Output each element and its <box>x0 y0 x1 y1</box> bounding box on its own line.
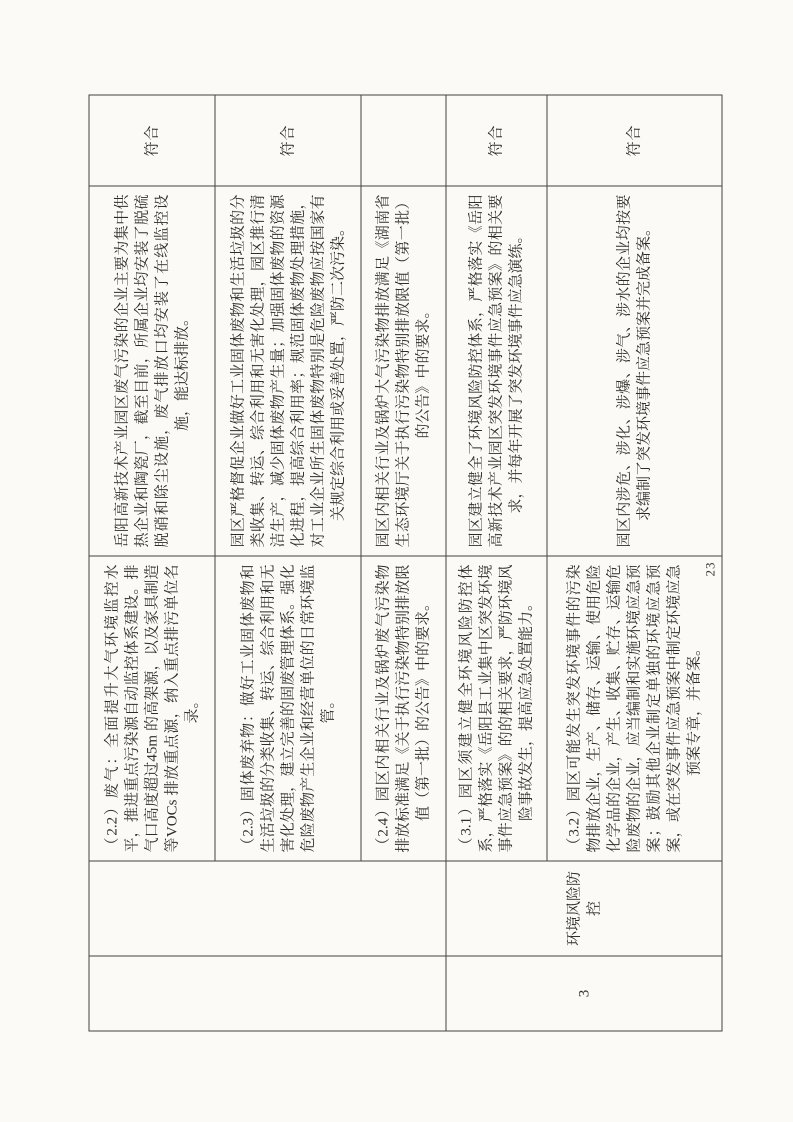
compliance-cell: 符合 <box>215 95 361 186</box>
compliance-review-table <box>88 94 722 1031</box>
requirement-cell: （3.1）园区须建立健全环境风险防控体系，严格落实《岳阳县工业集中区突发环境事件应急预案》的的相关要求，严防环境风险事故发生，提高应急处置能力。 <box>446 556 547 861</box>
requirement-cell: （3.2）园区可能发生突发环境事件的污染物排放企业，生产、储存、运输、使用危险化学品的企业，产生、收集、贮存、运输危险废物的企业，应当编制和实施环境应急预案；鼓励其他企业制定单独的环境应急预案，或在突发事件应急预案中制定环境应急预案专章，并备案。 <box>547 556 722 861</box>
serial-number-cell-empty <box>89 956 446 1031</box>
actual-situation-cell: 园区严格督促企业做好工业固体废物和生活垃圾的分类收集、转运、综合利用和无害化处理，园区推行清洁生产，减少固体废物产生量；加强固体废物的资源化进程，提高综合利用率；规范固体废物处理措施，对工业企业所生固体废物特别是危险废物应按国家有关规定综合利用或妥善处置，严防二次污染。 <box>215 186 361 556</box>
category-cell: 环境风险防控 <box>446 861 722 956</box>
actual-situation-cell: 园区内相关行业及锅炉大气污染物排放满足《湖南省生态环境厅关于执行污染物特别排放限值（第一批）的公告》中的要求。 <box>361 186 446 556</box>
category-cell-empty <box>89 861 446 956</box>
compliance-cell: 符合 <box>446 95 547 186</box>
actual-situation-cell: 园区内涉危、涉化、涉爆、涉气、涉水的企业均按要求编制了突发环境事件应急预案并完成备案。 <box>547 186 722 556</box>
table-row <box>446 95 547 1031</box>
compliance-cell: 符合 <box>89 95 215 186</box>
compliance-cell-empty <box>361 95 446 186</box>
serial-number-cell: 3 <box>446 956 722 1031</box>
actual-situation-cell: 园区建立健全了环境风险防控体系，严格落实《岳阳高新技术产业园区突发环境事件应急预案》的相关要求，并每年开展了突发环境事件应急演练。 <box>446 186 547 556</box>
requirement-cell: （2.3）固体废弃物：做好工业固体废物和生活垃圾的分类收集、转运、综合利用和无害化处理，建立完善的固废管理体系。强化危险废物产生企业和经营单位的日常环境监管。 <box>215 556 361 861</box>
table-row <box>89 95 215 1031</box>
requirement-cell: （2.4）园区内相关行业及锅炉废气污染物排放标准满足《关于执行污染物特别排放限值（第一批）的公告》中的要求。 <box>361 556 446 861</box>
actual-situation-cell: 岳阳高新技术产业园区废气污染的企业主要为集中供热企业和陶瓷厂，截至目前，所属企业均安装了脱硫脱硝和除尘设施，废气排放口均安装了在线监控设施，能达标排放。 <box>89 186 215 556</box>
requirement-cell: （2.2）废气：全面提升大气环境监控水平，推进重点污染源自动监控体系建设。排气口高度超过45m 的高架源，以及家具制造等VOCs 排放重点源，纳入重点排污单位名录。 <box>89 556 215 861</box>
page-number: 23 <box>702 561 717 576</box>
compliance-cell: 符合 <box>547 95 722 186</box>
